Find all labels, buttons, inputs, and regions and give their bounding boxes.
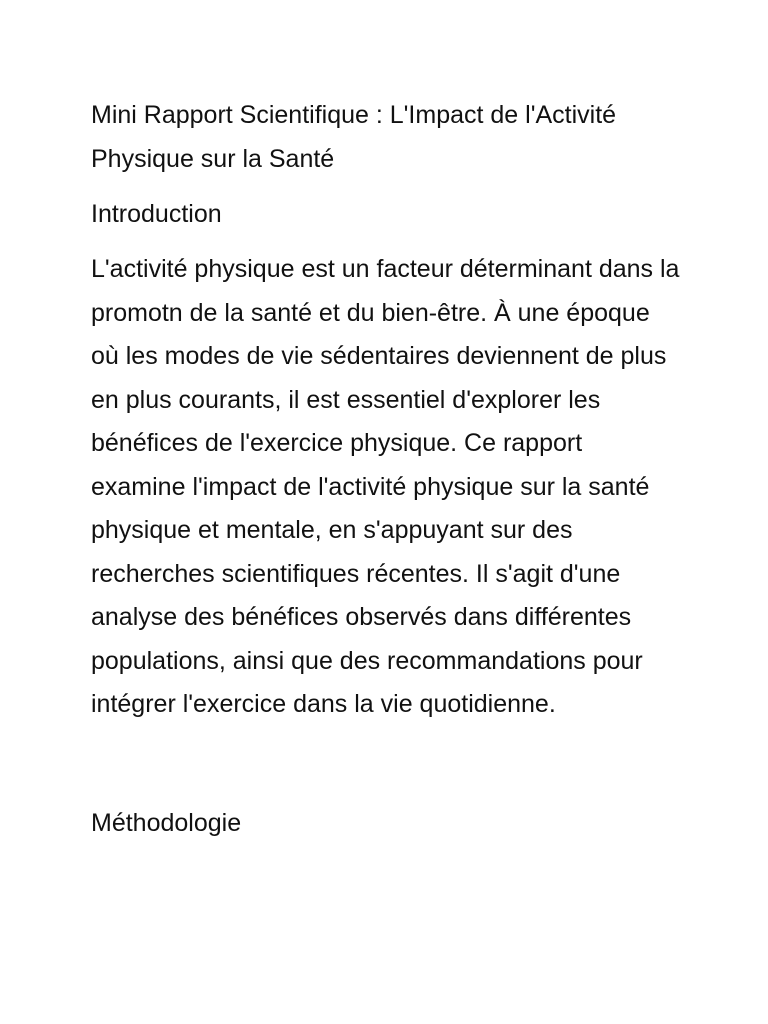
document-title: Mini Rapport Scientifique : L'Impact de l'Activité Physique sur la Santé <box>91 101 617 173</box>
document-page <box>91 93 691 845</box>
introduction-paragraph: L'activité physique est un facteur déterminant dans la promotn de la santé et du bien-être. À une époque où les modes de vie sédentaires deviennent de plus en plus courants, il est essentiel d'explorer les bénéfices de l'exercice physique. Ce rapport examine l'impact de l'activité physique sur la santé physique et mentale, en s'appuyant sur des recherches scientifiques récentes. Il s'agit d'une analyse des bénéfices observés dans différentes populations, ainsi que des recommandations pour intégrer l'exercice dans la vie quotidienne. <box>91 255 680 718</box>
section-heading-introduction: Introduction <box>91 200 222 228</box>
section-heading-methodology: Méthodologie <box>91 808 242 837</box>
